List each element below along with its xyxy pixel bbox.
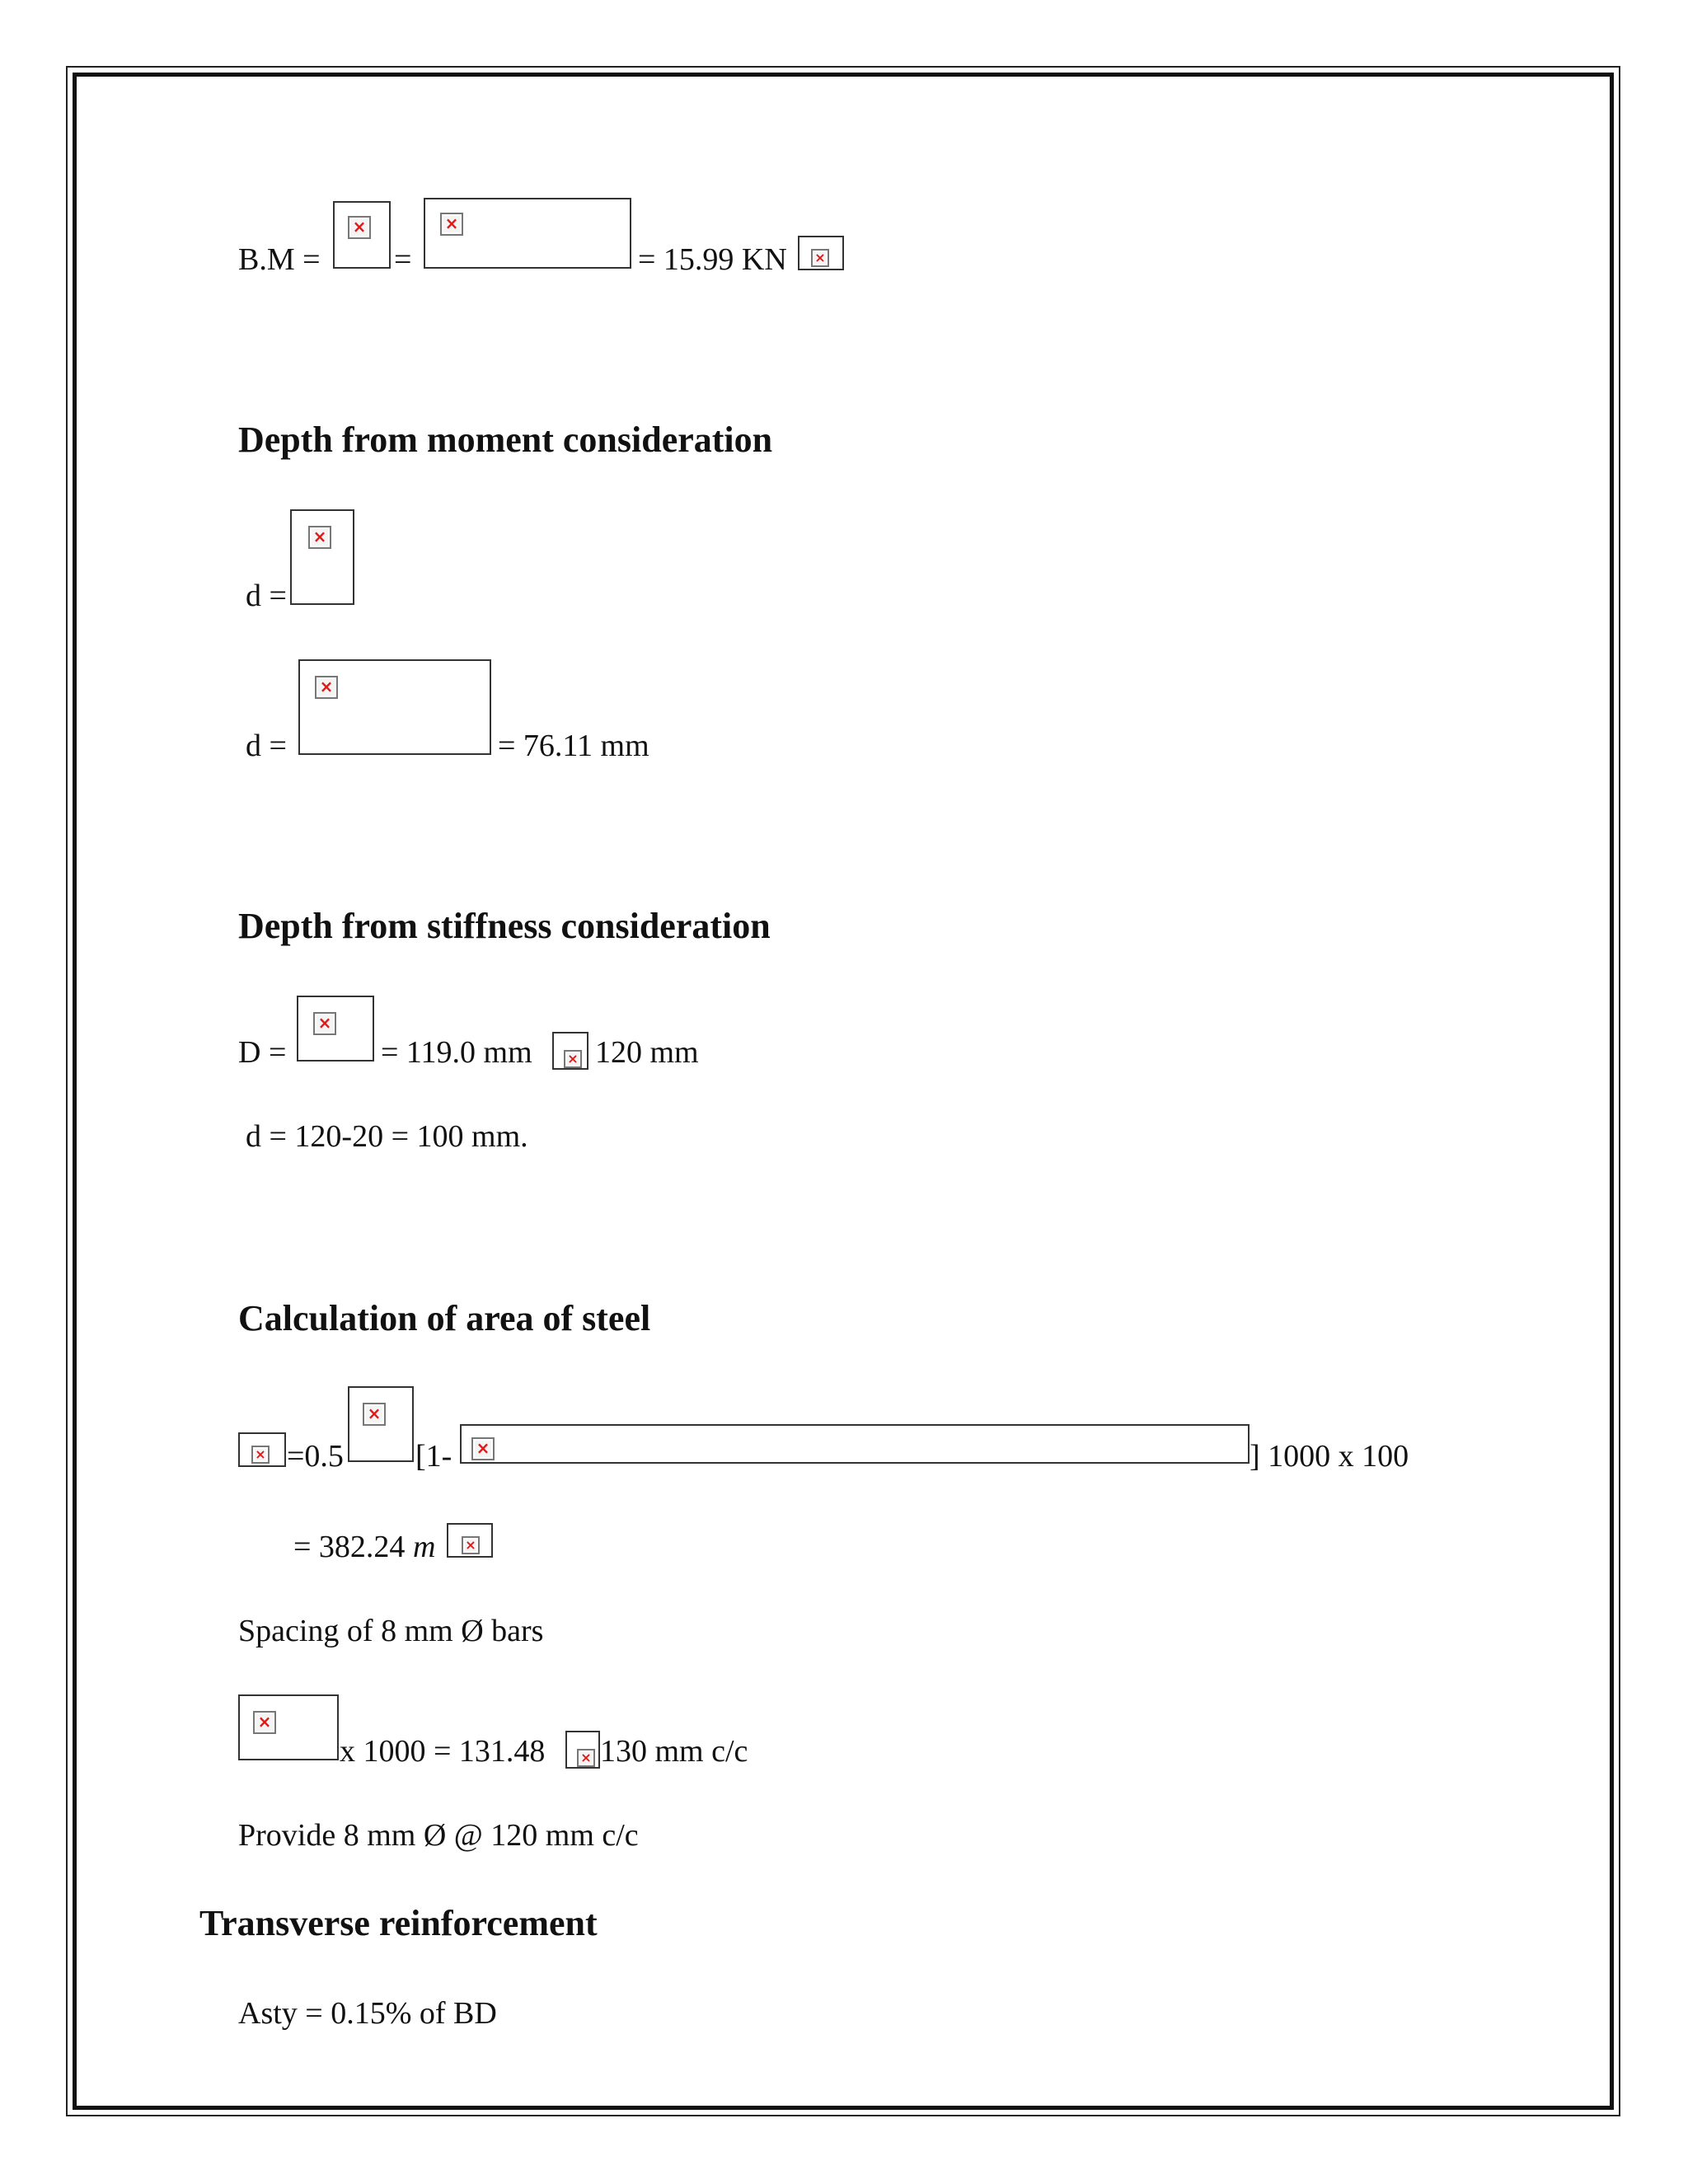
bm-label: B.M = [238,242,321,277]
formula-image-bm-2 [424,198,631,269]
d-line: d = 120-20 = 100 mm. [246,1119,528,1154]
formula-image-D [297,996,374,1062]
steel-result [293,1531,435,1563]
D-label: D = [238,1035,287,1070]
d-label-2: d = [246,729,287,763]
formula-image-unit-mm2 [447,1523,493,1558]
broken-image-icon [462,1536,480,1554]
D-result-1: = 119.0 mm [381,1035,532,1070]
broken-image-icon [440,213,463,236]
formula-image-bm-unit [798,236,844,270]
bm-equals: = [394,242,412,277]
formula-image-spacing [238,1694,339,1760]
broken-image-icon [253,1711,276,1734]
steel-eq-bracket: [1- [415,1439,452,1474]
broken-image-icon [811,249,829,267]
D-result-2: 120 mm [595,1035,699,1070]
steel-result-value: = 382.24 [293,1530,413,1564]
broken-image-icon [471,1437,495,1460]
formula-image-sqrt-term [460,1424,1250,1464]
broken-image-icon [348,216,371,239]
spacing-calc: x 1000 = 131.48 [340,1734,546,1769]
broken-image-icon [577,1749,595,1767]
steel-eq-close: ] 1000 x 100 [1250,1439,1409,1474]
heading-steel-area: Calculation of area of steel [238,1298,651,1338]
approx-symbol-image [552,1032,588,1070]
formula-image-d-1 [290,509,354,605]
spacing-result: 130 mm c/c [600,1734,748,1769]
broken-image-icon [315,676,338,699]
heading-depth-stiffness: Depth from stiffness consideration [238,906,771,946]
formula-image-ast-symbol [238,1432,286,1467]
d-result: = 76.11 mm [498,729,649,763]
broken-image-icon [313,1012,336,1035]
spacing-label: Spacing of 8 mm Ø bars [238,1614,544,1648]
broken-image-icon [564,1050,582,1068]
page-border-inner [73,73,1614,2110]
broken-image-icon [308,526,331,549]
broken-image-icon [251,1446,270,1464]
steel-result-unit: m [412,1530,436,1564]
bm-result: = 15.99 KN [638,242,787,277]
broken-image-icon [363,1403,386,1426]
asty-line: Asty = 0.15% of BD [238,1996,497,2031]
approx-symbol-image-2 [565,1731,600,1769]
heading-depth-moment: Depth from moment consideration [238,419,773,460]
formula-image-bm-1 [333,201,391,269]
provide-line: Provide 8 mm Ø @ 120 mm c/c [238,1818,639,1853]
d-label-1: d = [246,579,287,613]
formula-image-d-2 [298,659,491,755]
heading-transverse: Transverse reinforcement [199,1903,598,1943]
steel-eq-part1: =0.5 [287,1439,344,1474]
formula-image-fraction [348,1386,414,1462]
